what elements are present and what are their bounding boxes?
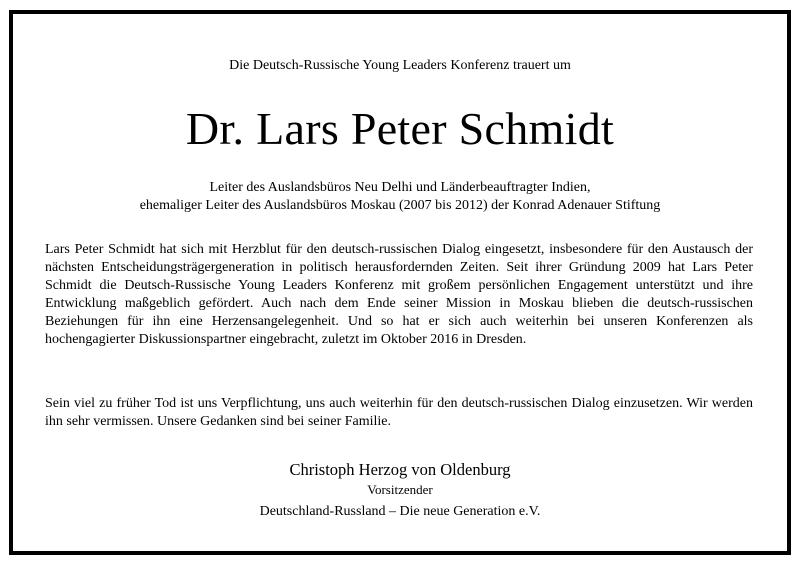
tribute-paragraph-2: Sein viel zu früher Tod ist uns Verpflichtung, uns auch weiterhin für den deutsch-russischen Dialog einzusetzen. Wir werden ihn sehr vermissen. Unsere Gedanken sind bei seiner Familie. [45, 396, 753, 429]
signatory-role: Vorsitzender [367, 482, 433, 497]
deceased-name: Dr. Lars Peter Schmidt [185, 103, 615, 154]
obituary-notice [9, 10, 791, 555]
organization-name: Deutschland-Russland – Die neue Generation e.V. [259, 504, 541, 519]
signatory-name: Christoph Herzog von Oldenburg [289, 460, 511, 479]
signature-block [13, 459, 787, 523]
title-line-2: ehemaliger Leiter des Auslandsbüros Moskau (2007 bis 2012) der Konrad Adenauer Stiftung [139, 198, 661, 213]
deceased-titles [13, 179, 787, 215]
tribute-paragraph-1: Lars Peter Schmidt hat sich mit Herzblut für den deutsch-russischen Dialog eingesetzt, insbesondere für den Austausch der nächsten Entscheidungsträgergeneration in politisch herausfordernden Zeiten. Seit ihrer Gründung 2009 hat Lars Peter Schmidt die Deutsch-Russische Young Leaders Konferenz mit großem persönlichen Engagement unterstützt und ihre Entwicklung maßgeblich gefördert. Auch nach dem Ende seiner Mission in Moskau blieben die deutsch-russischen Beziehungen für ihn eine Herzensangelegenheit. Und so hat er sich auch weiterhin bei unseren Konferenzen als hochengagierter Diskussionspartner eingebracht, zuletzt im Oktober 2016 in Dresden. [45, 242, 753, 347]
intro-line: Die Deutsch-Russische Young Leaders Konferenz trauert um [229, 58, 571, 73]
title-line-1: Leiter des Auslandsbüros Neu Delhi und Länderbeauftragter Indien, [209, 180, 591, 195]
